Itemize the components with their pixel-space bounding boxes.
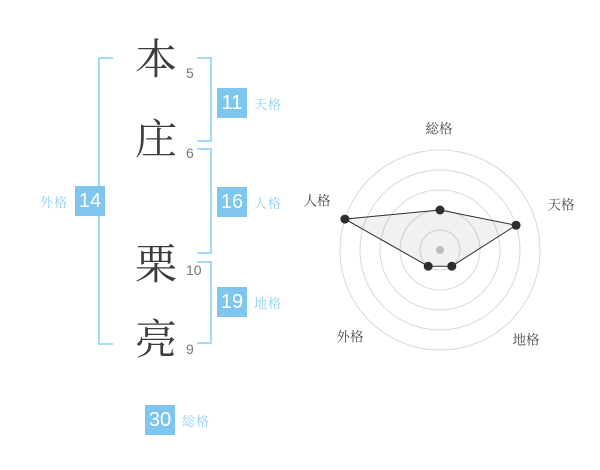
name-char: 本 [134,36,177,83]
chikaku-row [217,287,282,317]
radar-axis-label: 外格 [336,329,364,345]
chikaku-label: 地格 [254,295,283,311]
jinkaku-label: 人格 [254,195,283,211]
radar-chart [290,100,590,400]
radar-point [512,221,521,230]
gaikaku-row [40,186,105,216]
tenkaku-value-badge: 11 [217,88,247,118]
jinkaku-value-badge: 16 [217,187,247,217]
soukaku-value-badge: 30 [145,405,175,435]
gaikaku-value-badge: 14 [75,186,105,216]
radar-point [436,206,445,215]
radar-point [424,262,433,271]
stroke-count: 5 [186,65,194,81]
radar-point [340,215,349,224]
name-char: 亮 [134,316,177,363]
radar-polygon [345,210,516,266]
radar-axis-label: 地格 [512,332,540,348]
tenkaku-label: 天格 [254,96,283,112]
jinkaku-bracket [197,148,212,254]
tenkaku-row [217,88,282,118]
name-char: 庄 [134,116,177,163]
name-char: 栗 [134,241,177,288]
radar-axis-label: 人格 [303,193,331,209]
chikaku-value-badge: 19 [217,287,247,317]
radar-point [447,262,456,271]
gaikaku-label: 外格 [40,194,69,210]
stroke-count: 10 [186,262,202,278]
radar-axis-label: 総格 [425,121,453,137]
radar-axis-label: 天格 [547,197,575,213]
soukaku-row [145,405,210,435]
stroke-count: 6 [186,145,194,161]
stroke-count: 9 [186,341,194,357]
soukaku-label: 総格 [182,413,211,429]
jinkaku-row [217,187,282,217]
